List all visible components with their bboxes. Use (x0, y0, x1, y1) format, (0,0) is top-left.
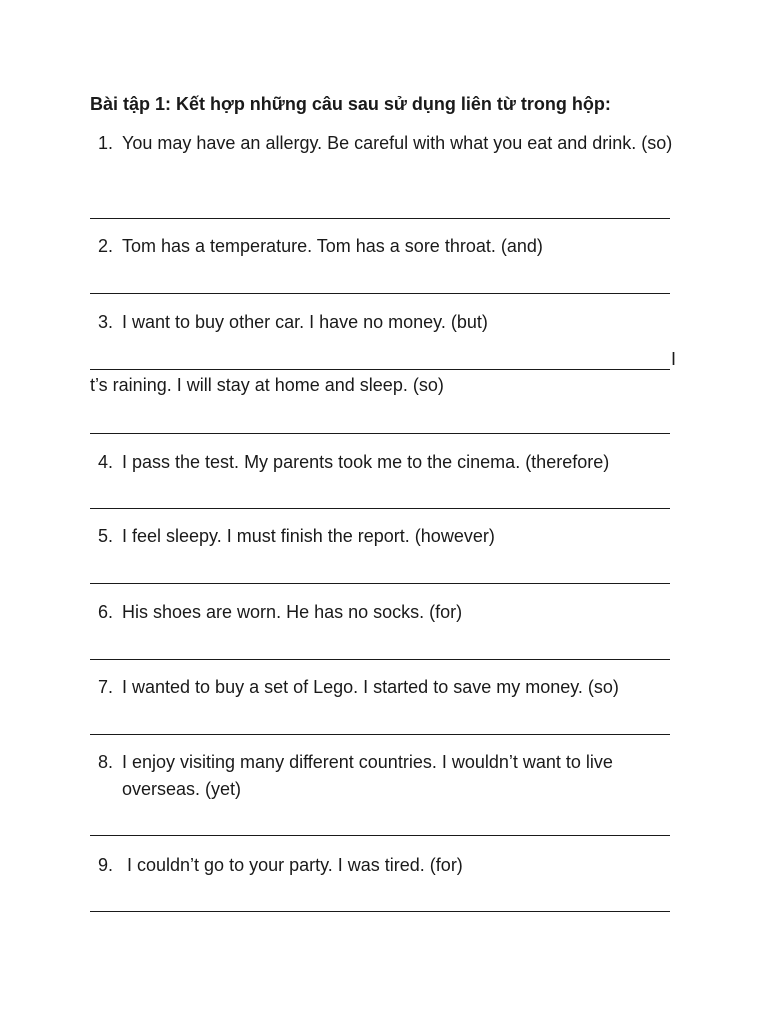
answer-line-3[interactable] (90, 369, 670, 370)
answer-line-extra[interactable] (90, 433, 670, 434)
item-text: I want to buy other car. I have no money. (but) (122, 312, 488, 332)
item-text: Tom has a temperature. Tom has a sore throat. (and) (122, 236, 543, 256)
item-text: I enjoy visiting many different countries. I wouldn’t want to live overseas. (yet) (122, 752, 613, 799)
exercise-item-6 (90, 599, 690, 626)
item-number: 8. (98, 752, 114, 772)
extra-sentence: t’s raining. I will stay at home and sleep. (so) (90, 375, 444, 395)
item-number: 2. (98, 236, 114, 256)
exercise-item-8 (90, 749, 690, 803)
exercise-item-3 (90, 309, 690, 336)
answer-line-2[interactable] (90, 293, 670, 294)
exercise-item-9 (90, 852, 690, 879)
answer-line-4[interactable] (90, 508, 670, 509)
exercise-item-4 (90, 449, 690, 476)
answer-line-5[interactable] (90, 583, 670, 584)
item-number: 5. (98, 526, 114, 546)
worksheet-heading: Bài tập 1: Kết hợp những câu sau sử dụng liên từ trong hộp: (90, 94, 611, 114)
item-number: 9. (98, 855, 114, 875)
answer-line-7[interactable] (90, 734, 670, 735)
exercise-item-5 (90, 523, 690, 550)
exercise-item-7 (90, 674, 690, 701)
answer-line-9[interactable] (90, 911, 670, 912)
exercise-item-1 (90, 130, 690, 157)
item-text: I wanted to buy a set of Lego. I started to save my money. (so) (122, 677, 619, 697)
item-number: 6. (98, 602, 114, 622)
item-text: I couldn’t go to your party. I was tired. (for) (122, 855, 463, 875)
item-number: 7. (98, 677, 114, 697)
item-number: 4. (98, 452, 114, 472)
answer-line-6[interactable] (90, 659, 670, 660)
item-text: You may have an allergy. Be careful with what you eat and drink. (so) (122, 133, 673, 153)
exercise-item-2 (90, 233, 690, 260)
item-number: 3. (98, 312, 114, 332)
answer-line-1[interactable] (90, 218, 670, 219)
stray-letter: I (671, 349, 677, 369)
item-text: I pass the test. My parents took me to the cinema. (therefore) (122, 452, 610, 472)
answer-line-8[interactable] (90, 835, 670, 836)
item-text: His shoes are worn. He has no socks. (for) (122, 602, 463, 622)
item-number: 1. (98, 133, 114, 153)
item-text: I feel sleepy. I must finish the report. (however) (122, 526, 495, 546)
